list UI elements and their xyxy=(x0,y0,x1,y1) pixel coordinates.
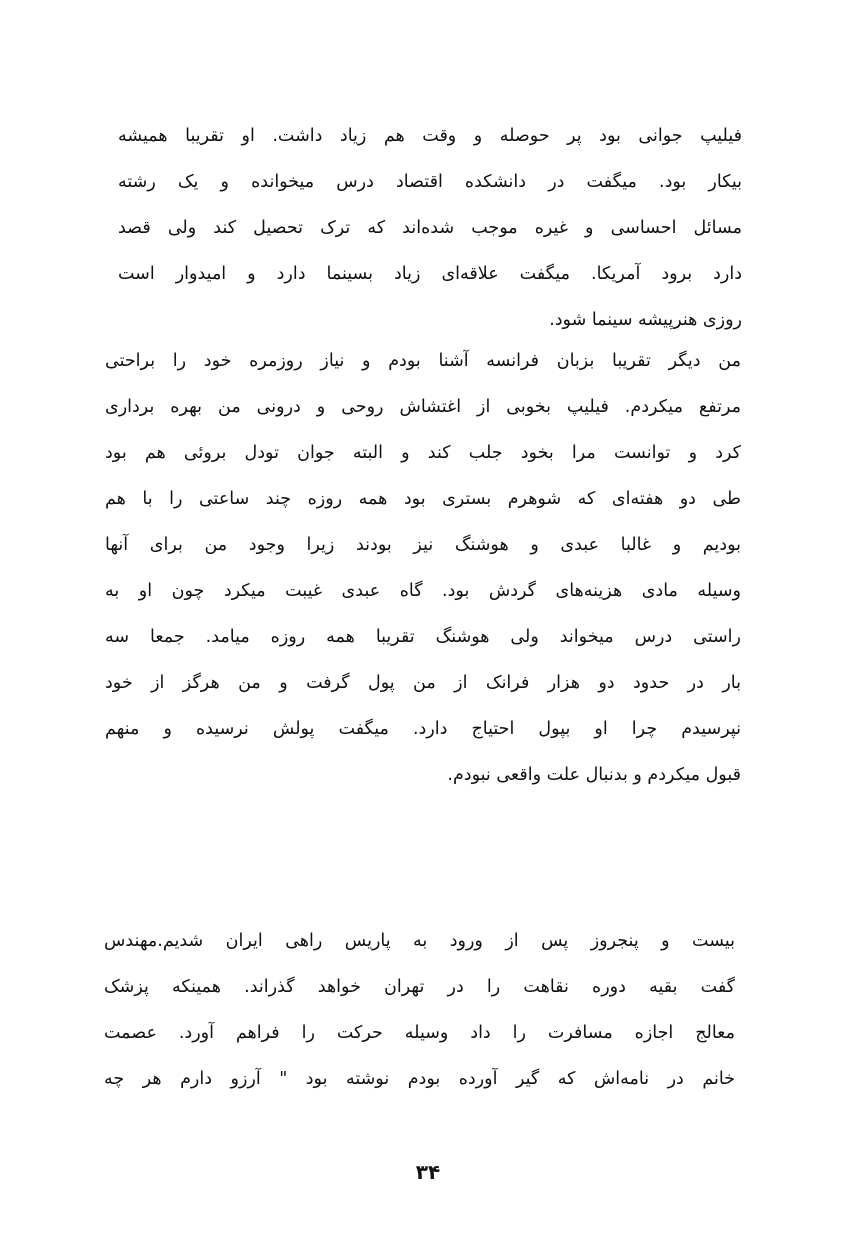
text-line: گفت بقیه دوره نقاهت را در تهران خواهد گذراند. همینکه پزشک xyxy=(104,977,735,997)
text-line: خانم در نامه‌اش که گیر آورده بودم نوشته بود " آرزو دارم هر چه xyxy=(104,1069,735,1089)
page-number: ۳۴ xyxy=(415,1160,441,1184)
text-line: بودیم و غالبا عبدی و هوشنگ نیز بودند زیرا وجود من برای آنها xyxy=(105,535,741,555)
text-line: قبول میکردم و بدنبال علت واقعی نبودم. xyxy=(447,765,741,785)
text-line: بار در حدود دو هزار فرانک از من پول گرفت و من هرگز از خود xyxy=(105,673,741,693)
text-line: مرتفع میکردم. فیلیپ بخوبی از اغتشاش روحی و درونی من بهره برداری xyxy=(105,397,741,417)
text-line: بیکار بود. میگفت در دانشکده اقتصاد درس میخوانده و یک رشته xyxy=(118,172,742,192)
text-line: کرد و توانست مرا بخود جلب کند و البته جوان تودل بروئی هم بود xyxy=(105,443,741,463)
text-line: مسائل احساسی و غیره موجب شده‌اند که ترک تحصیل کند ولی قصد xyxy=(118,218,742,238)
text-line: نپرسیدم چرا او بپول احتیاج دارد. میگفت پولش نرسیده و منهم xyxy=(105,719,741,739)
text-line: فیلیپ جوانی بود پر حوصله و وقت هم زیاد داشت. او تقریبا همیشه xyxy=(118,126,742,146)
text-line: روزی هنرپیشه سینما شود. xyxy=(549,310,742,330)
text-line: من دیگر تقریبا بزبان فرانسه آشنا بودم و نیاز روزمره خود را براحتی xyxy=(105,351,741,371)
text-line: طی دو هفته‌ای که شوهرم بستری بود همه روزه چند ساعتی را با هم xyxy=(105,489,741,509)
text-line: بیست و پنجروز پس از ورود به پاریس راهی ایران شدیم.مهندس xyxy=(104,931,735,951)
paragraph-2 xyxy=(105,338,741,798)
text-line: دارد برود آمریکا. میگفت علاقه‌ای زیاد بسینما دارد و امیدوار است xyxy=(118,264,742,284)
paragraph-3 xyxy=(104,918,735,1102)
paragraph-1 xyxy=(118,113,742,343)
text-line: راستی درس میخواند ولی هوشنگ تقریبا همه روزه میامد. جمعا سه xyxy=(105,627,741,647)
text-line: وسیله مادی هزینه‌های گردش بود. گاه عبدی غیبت میکرد چون او به xyxy=(105,581,741,601)
text-line: معالج اجازه مسافرت را داد وسیله حرکت را فراهم آورد. عصمت xyxy=(104,1023,735,1043)
